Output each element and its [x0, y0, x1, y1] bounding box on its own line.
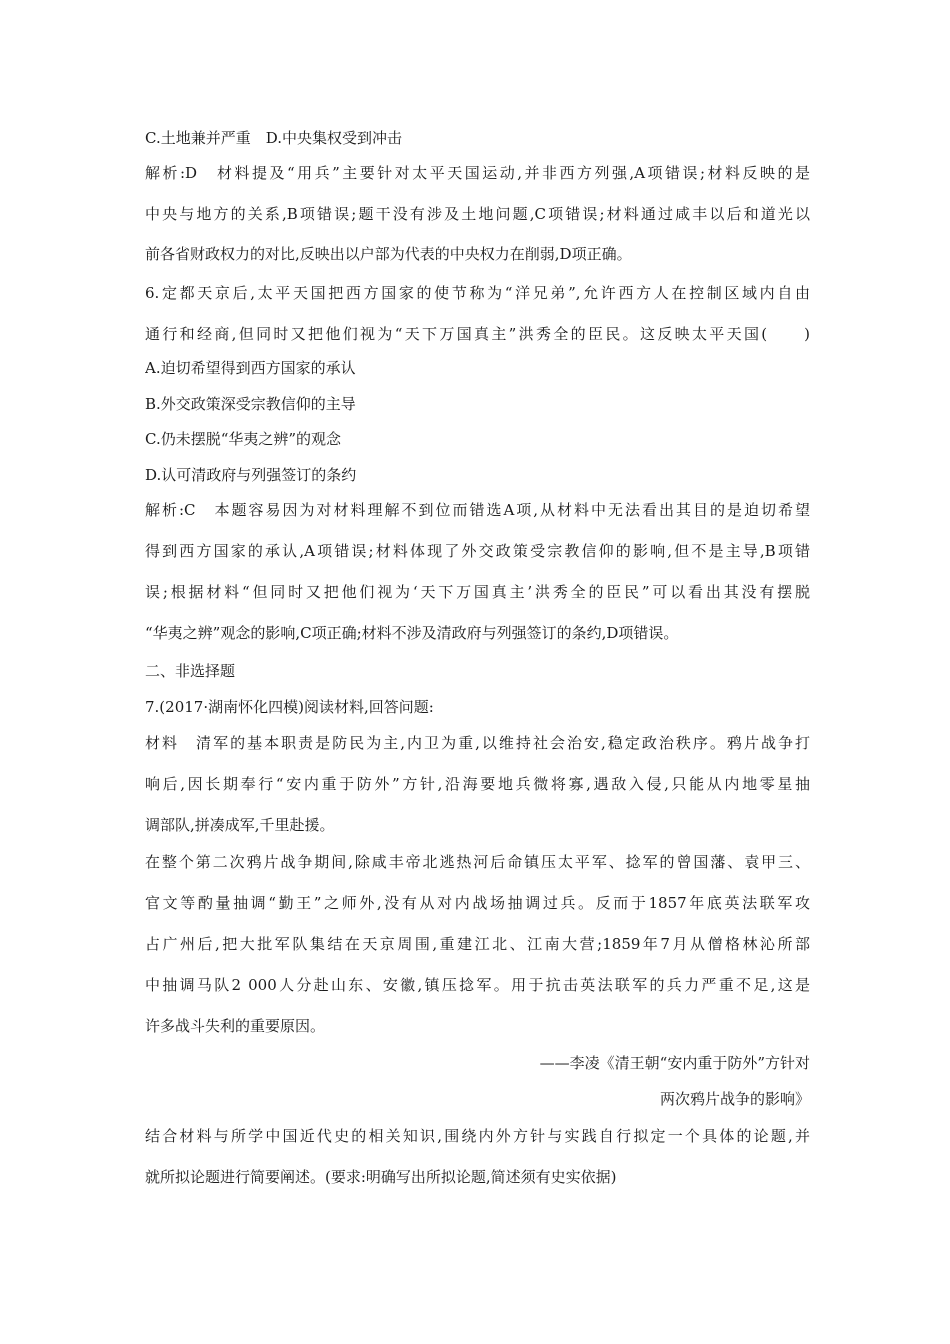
q5-options-cd: C.土地兼并严重 D.中央集权受到冲击 [145, 129, 402, 147]
q5-analysis-line-1: 解析:D 材料提及“用兵”主要针对太平天国运动,并非西方列强,A项错误;材料反映的是 [145, 164, 810, 182]
q6-analysis-line-2: 得到西方国家的承认,A项错误;材料体现了外交政策受宗教信仰的影响,但不是主导,B项错 [145, 542, 810, 560]
q7-task-line-2: 就所拟论题进行简要阐述。(要求:明确写出所拟论题,简述须有史实依据) [145, 1168, 617, 1186]
q7-material-p2-line-2: 官文等酌量抽调“勤王”之师外,没有从对内战场抽调过兵。反而于1857年底英法联军攻 [145, 894, 810, 912]
q7-material-p2-line-4: 中抽调马队2 000人分赴山东、安徽,镇压捻军。用于抗击英法联军的兵力严重不足,这是 [145, 976, 810, 994]
section-title: 二、非选择题 [145, 662, 236, 680]
q6-stem-line-2: 通行和经商,但同时又把他们视为“天下万国真主”洪秀全的臣民。这反映太平天国( ) [145, 325, 810, 343]
q7-task-line-1: 结合材料与所学中国近代史的相关知识,围绕内外方针与实践自行拟定一个具体的论题,并 [145, 1127, 810, 1145]
q6-analysis-line-3: 误;根据材料“但同时又把他们视为‘天下万国真主’洪秀全的臣民”可以看出其没有摆脱 [145, 583, 810, 601]
q6-option-d: D.认可清政府与列强签订的条约 [145, 466, 357, 484]
q6-option-c: C.仍未摆脱“华夷之辨”的观念 [145, 430, 342, 448]
q6-stem-line-1: 6.定都天京后,太平天国把西方国家的使节称为“洋兄弟”,允许西方人在控制区域内自由 [145, 284, 810, 302]
q7-citation-line-2: 两次鸦片战争的影响》 [659, 1090, 810, 1108]
q7-material-p1-line-1: 材料 清军的基本职责是防民为主,内卫为重,以维持社会治安,稳定政治秩序。鸦片战争打 [145, 734, 810, 752]
q7-material-p1-line-3: 调部队,拼凑成军,千里赴援。 [145, 816, 335, 834]
q7-material-p2-line-3: 占广州后,把大批军队集结在天京周围,重建江北、江南大营;1859年7月从僧格林沁所部 [145, 935, 810, 953]
q5-analysis-line-3: 前各省财政权力的对比,反映出以户部为代表的中央权力在削弱,D项正确。 [145, 245, 632, 263]
q6-analysis-line-4: “华夷之辨”观念的影响,C项正确;材料不涉及清政府与列强签订的条约,D项错误。 [145, 624, 679, 642]
q6-option-a: A.迫切希望得到西方国家的承认 [145, 359, 356, 377]
q7-material-p2-line-5: 许多战斗失利的重要原因。 [145, 1017, 326, 1035]
q7-material-p1-line-2: 响后,因长期奉行“安内重于防外”方针,沿海要地兵微将寡,遇敌入侵,只能从内地零星抽 [145, 775, 810, 793]
q5-analysis-line-2: 中央与地方的关系,B项错误;题干没有涉及土地问题,C项错误;材料通过咸丰以后和道光以 [145, 205, 810, 223]
q7-material-p2-line-1: 在整个第二次鸦片战争期间,除咸丰帝北逃热河后命镇压太平军、捻军的曾国藩、袁甲三、 [145, 853, 810, 871]
q6-option-b: B.外交政策深受宗教信仰的主导 [145, 395, 356, 413]
q6-analysis-line-1: 解析:C 本题容易因为对材料理解不到位而错选A项,从材料中无法看出其目的是迫切希望 [145, 501, 810, 519]
q7-citation-line-1: ——李凌《清王朝“安内重于防外”方针对 [539, 1054, 810, 1072]
q7-stem: 7.(2017·湖南怀化四模)阅读材料,回答问题: [145, 698, 434, 716]
